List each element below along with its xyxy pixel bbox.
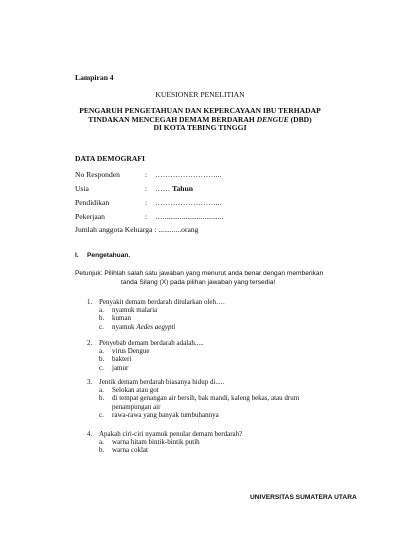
lampiran-label: Lampiran 4	[75, 73, 114, 82]
field-pendidikan[interactable]: Pendidikan : ……………………...	[75, 198, 222, 207]
title-line-2: TINDAKAN MENCEGAH DEMAM BERDARAH DENGUE (DBD)	[88, 114, 312, 124]
option-b[interactable]: b. di tempat genangan air bersih, bak mandi, kaleng bekas, atau drum penampungan air	[99, 394, 300, 411]
petunjuk-line-1: Petunjuk: Pilihlah salah satu jawaban yang menurut anda benar dengan memberikan	[75, 270, 324, 277]
option-c[interactable]: c. rawa-rawa yang banyak tumbuhannya	[99, 410, 219, 419]
option-a[interactable]: a. warna hitam bintik-bintik putih	[99, 438, 200, 447]
field-pekerjaan[interactable]: Pekerjaan : …................................	[75, 212, 224, 221]
option-c[interactable]: c. jamur	[99, 363, 129, 372]
field-blank: ……	[155, 184, 173, 193]
document-title	[0, 107, 400, 133]
question-3	[87, 378, 299, 419]
question-text: 1. Penyakit demam berdarah ditularkan oleh….	[87, 298, 225, 306]
option-b[interactable]: b. bakteri	[99, 355, 132, 364]
field-blank: …................................	[155, 212, 224, 221]
field-usia[interactable]: Usia : …… Tahun	[75, 184, 193, 193]
question-1	[87, 298, 225, 331]
title-italic-dengue: DENGUE	[256, 114, 289, 124]
option-c[interactable]: c. nyamuk Aedes aegypti	[99, 322, 176, 331]
option-a[interactable]: a. virus Dengue	[99, 347, 150, 356]
question-text: 3. Jentik demam berdarah biasanya hidup di.....	[87, 378, 225, 386]
question-4	[87, 430, 242, 455]
petunjuk-line-2: tanda Silang (X) pada pilihan jawaban yang tersedia!	[121, 279, 276, 287]
question-text: 2. Penyebab demam berdarah adalah.....	[87, 339, 204, 347]
field-blank: ……………………...	[155, 170, 222, 179]
field-label: Usia	[75, 184, 89, 193]
kuesioner-heading: KUESIONER PENELITIAN	[155, 90, 245, 99]
title-line-1: PENGARUH PENGETAHUAN DAN KEPERCAYAAN IBU TERHADAP	[79, 106, 321, 115]
field-blank: ……………………...	[155, 198, 222, 207]
section-pengetahuan-heading: I. Pengetahuan.	[75, 252, 131, 259]
field-label: Pendidikan	[75, 198, 110, 207]
field-label: Pekerjaan	[75, 212, 105, 221]
title-line-3: DI KOTA TEBING TINGGI	[153, 123, 247, 133]
option-b[interactable]: b. kuman	[99, 314, 132, 323]
field-jumlah-keluarga[interactable]: Jumlah anggota Keluarga : ............orang	[75, 225, 199, 234]
university-footer: UNIVERSITAS SUMATERA UTARA	[250, 494, 357, 501]
field-label: No Responden	[75, 170, 120, 179]
option-b[interactable]: b. warna coklat	[99, 446, 148, 455]
option-a[interactable]: a. Selokan atau got	[99, 386, 159, 395]
option-a[interactable]: a. nyamuk malaria	[99, 306, 158, 315]
demografi-heading: DATA DEMOGRAFI	[75, 154, 145, 163]
field-unit: Tahun	[172, 184, 193, 193]
question-text: 4. Apakah ciri-ciri nyamuk penular demam berdarah?	[87, 430, 243, 438]
question-2	[87, 339, 204, 372]
petunjuk-instructions	[75, 269, 365, 288]
field-no-responden[interactable]: No Responden : ……………………...	[75, 170, 222, 179]
